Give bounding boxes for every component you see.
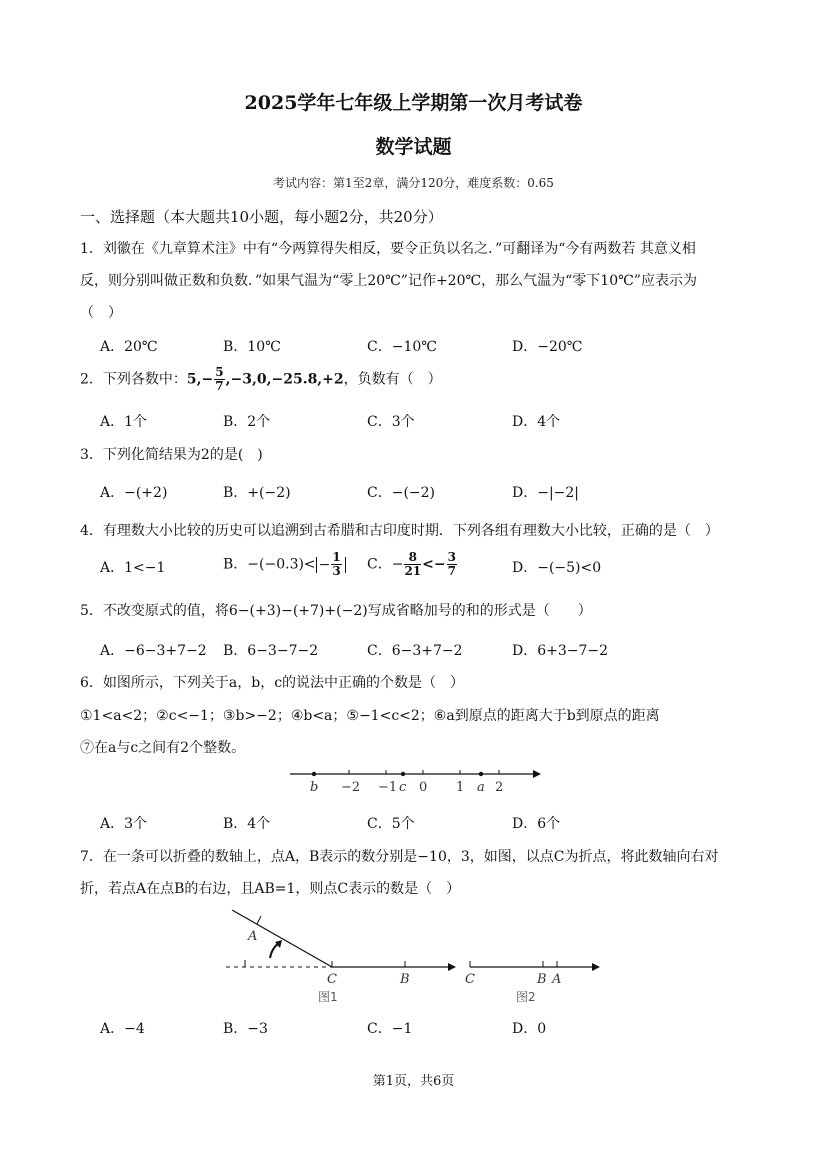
- q1-option-c[interactable]: C．−10℃: [367, 339, 437, 355]
- q1-option-d[interactable]: D．−20℃: [512, 339, 583, 355]
- q7-fig1-label-c: C: [327, 972, 337, 987]
- q2-list-a: 5,−: [186, 371, 214, 388]
- q3-options: [100, 482, 660, 504]
- q7-fig1-caption: 图1: [318, 990, 338, 1004]
- q6-label-neg1: −1: [378, 780, 398, 795]
- q4-c-pre: C．−: [367, 556, 404, 573]
- q4-options: [100, 551, 660, 587]
- q2-fraction: [214, 366, 224, 393]
- page-footer: 第1页，共6页: [372, 1074, 455, 1089]
- q7-fig1-tick-a: [257, 916, 261, 924]
- q7-fig1-folded-arm: [232, 910, 332, 967]
- q7-fig1-label-b: B: [400, 972, 410, 987]
- q7-fig1-rotation-arrow: [270, 944, 278, 958]
- q5-text: 5．不改变原式的值，将6−(+3)−(+7)+(−2)写成省略加号的和的形式是（ ）: [80, 603, 592, 619]
- q2-option-d[interactable]: D．4个: [512, 414, 561, 430]
- q6-number-line: [285, 762, 545, 798]
- q5-option-d[interactable]: D．6+3−7−2: [512, 643, 609, 659]
- q4-c-fraction1: [404, 551, 421, 578]
- q4-c-den2: 7: [447, 564, 456, 578]
- q2-list-b: ,−3,0,−25.8,+2: [225, 371, 344, 388]
- q3-option-c[interactable]: C．−(−2): [367, 485, 436, 501]
- q4-b-fraction: [331, 551, 341, 578]
- q7-fig2-label-b: B: [537, 972, 547, 987]
- q2-options: [100, 411, 660, 433]
- q3-option-b[interactable]: B．+(−2): [223, 485, 291, 501]
- q1-line3: （ ）: [80, 305, 122, 321]
- q6-option-a[interactable]: A．3个: [100, 816, 148, 832]
- q7-line2: 折，若点A在点B的右边，且AB=1，则点C表示的数是（ ）: [80, 881, 461, 897]
- q2-prefix: 2．下列各数中：: [80, 371, 187, 388]
- q2-suffix: ，负数有（ ）: [343, 371, 442, 388]
- q4-b-den: 3: [332, 564, 341, 578]
- q4-option-b[interactable]: [223, 551, 346, 578]
- q6-option-d[interactable]: D．6个: [512, 816, 561, 832]
- q4-c-mid: <−: [422, 556, 446, 573]
- q4-c-den1: 21: [404, 564, 422, 578]
- q2-line: [80, 366, 442, 393]
- section-title: 一、选择题（本大题共10小题，每小题2分，共20分）: [80, 208, 443, 226]
- q4-c-num2: 3: [447, 550, 456, 564]
- q6-label-1: 1: [456, 780, 465, 795]
- q6-option-c[interactable]: C．5个: [367, 816, 415, 832]
- q4-c-fraction2: [447, 551, 457, 578]
- q6-line2: ①1<a<2；②c<−1；③b>−2；④b<a；⑤−1<c<2；⑥a到原点的距离大于b到原点的距离: [80, 708, 660, 724]
- q3-text: 3．下列化简结果为2的是( ): [80, 447, 263, 463]
- q7-option-c[interactable]: C．−1: [367, 1021, 413, 1037]
- q5-option-b[interactable]: B．6−3−7−2: [223, 643, 319, 659]
- q2-frac-den: 7: [215, 379, 224, 393]
- q4-b-num: 1: [332, 550, 341, 564]
- q6-label-b: b: [310, 780, 319, 795]
- q6-axis-arrow: [533, 770, 541, 778]
- q1-options: [100, 336, 660, 358]
- q7-option-d[interactable]: D．0: [512, 1021, 547, 1037]
- q6-point-c: [401, 772, 405, 776]
- q1-line2: 反，则分别叫做正数和负数．”如果气温为“零上20℃”记作+20℃，那么气温为“零下10℃”应表示为: [80, 273, 697, 289]
- q7-fig2-label-c: C: [465, 972, 475, 987]
- q1-option-a[interactable]: A．20℃: [100, 339, 158, 355]
- q7-fig1-label-a: A: [248, 929, 258, 944]
- exam-title: 2025学年七年级上学期第一次月考试卷: [244, 92, 583, 114]
- q4-text: 4．有理数大小比较的历史可以追溯到古希腊和古印度时期．下列各组有理数大小比较，正确的是（ ）: [80, 523, 719, 539]
- q4-c-num1: 8: [404, 551, 421, 565]
- q3-option-a[interactable]: A．−(+2): [100, 485, 168, 501]
- q6-text: 6．如图所示，下列关于a，b，c的说法中正确的个数是（ ）: [80, 675, 465, 691]
- q4-b-pre: B．−(−0.3)<: [223, 556, 316, 573]
- q6-point-b: [312, 772, 316, 776]
- q6-line3: ⑦在a与c之间有2个整数。: [80, 740, 246, 756]
- q4-option-a[interactable]: A．1<−1: [100, 560, 166, 576]
- q6-label-2: 2: [495, 780, 504, 795]
- q6-point-a: [479, 772, 483, 776]
- q7-line1: 7．在一条可以折叠的数轴上，点A，B表示的数分别是−10，3，如图，以点C为折点，将此数轴向右对: [80, 849, 719, 865]
- q3-option-d[interactable]: D．−|−2|: [512, 485, 580, 501]
- q7-option-a[interactable]: A．−4: [100, 1021, 145, 1037]
- q7-figures: [220, 904, 610, 1006]
- q4-option-c[interactable]: [367, 551, 458, 578]
- q5-option-c[interactable]: C．6−3+7−2: [367, 643, 463, 659]
- q4-option-d[interactable]: D．−(−5)<0: [512, 560, 602, 576]
- q7-options: [100, 1018, 660, 1040]
- q7-fig2-arrow: [592, 963, 600, 971]
- q6-options: [100, 813, 660, 835]
- q2-option-c[interactable]: C．3个: [367, 414, 415, 430]
- q6-label-0: 0: [419, 780, 428, 795]
- q5-option-a[interactable]: A．−6−3+7−2: [100, 643, 207, 659]
- q6-option-b[interactable]: B．4个: [223, 816, 271, 832]
- q5-options: [100, 640, 660, 662]
- q6-label-c: c: [399, 780, 407, 795]
- q4-b-abs: − $\frac{1}{3}$: [316, 557, 346, 573]
- q7-fig2-label-a: A: [552, 972, 562, 987]
- q2-option-b[interactable]: B．2个: [223, 414, 271, 430]
- q7-option-b[interactable]: B．−3: [223, 1021, 268, 1037]
- q2-frac-num: 5: [215, 365, 224, 379]
- q2-option-a[interactable]: A．1个: [100, 414, 148, 430]
- exam-subtitle: 数学试题: [375, 136, 452, 158]
- q6-label-neg2: −2: [341, 780, 361, 795]
- q1-option-b[interactable]: B．10℃: [223, 339, 281, 355]
- q6-label-a: a: [477, 780, 485, 795]
- q1-line1: 1．刘徽在《九章算术注》中有“今两算得失相反，要令正负以名之．”可翻译为“今有两数若 其意义相: [80, 241, 696, 257]
- q7-fig1-arrow: [448, 963, 456, 971]
- q7-fig2-caption: 图2: [516, 990, 536, 1004]
- exam-info: 考试内容：第1至2章，满分120分，难度系数：0.65: [273, 176, 554, 190]
